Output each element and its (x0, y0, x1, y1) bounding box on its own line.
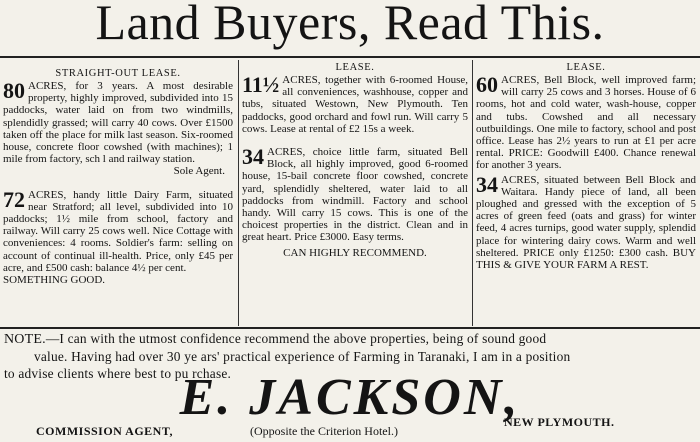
listing-text: ACRES, handy little Dairy Farm, situated near Stratford; all level, subdivided into 10 paddocks; 1½ mile from school, factory and railway. Will carry 25 cows well. Nice Cottage with conveniences: 4 rooms. Soldier's farm: selling on account of continual ill-health. Price, only £45 per acre, and £500 cash: balance 4½ per cent. (3, 188, 233, 274)
listing-number: 34 (242, 144, 264, 170)
column-heading: LEASE. (566, 62, 606, 73)
column-lease-center (242, 62, 468, 259)
listing-tagline: SOMETHING GOOD. (3, 274, 106, 287)
column-straight-out-lease (3, 68, 233, 286)
headline: Land Buyers, Read This. (95, 0, 605, 50)
listing-number: 80 (3, 78, 25, 103)
listing-text: ACRES, choice little farm, situated Bell Block, all highly improved, good 6-roomed house, 15-bail concrete floor cowshed, concrete yard, splendidly sheltered, water laid to all paddocks from windmill. Factory and school handy. Will carry 15 cows. This is one of the choicest properties in the district. Clean and in great heart. Price £3000. Easy terms. (242, 146, 468, 244)
note-rule (0, 327, 700, 329)
listing-number: 72 (3, 186, 25, 212)
note-line-3: to advise clients where best to pu rchase. (4, 366, 232, 381)
listing-72-acres (3, 186, 233, 287)
listing-80-acres (3, 80, 233, 178)
agent-address: (Opposite the Criterion Hotel.) (250, 424, 398, 438)
listing-text: ACRES, Bell Block, well improved farm; will carry 25 cows and 3 horses. House of 6 rooms, hot and cold water, wash-house, copper and tubs. Cowshed and all necessary outbuildings. One mile to factory, school and post office. Lease has 2½ years to run at £1 per acre rental. PRICE: Goodwill £400. Chance renewal for another 3 years. (476, 74, 696, 172)
column-divider-1 (238, 60, 239, 326)
listing-text: ACRES, together with 6-roomed House, all conveniences, washhouse, copper and tubs, situated Westown, New Plymouth. Ten paddocks, good orchard and fowl run. Will carry 5 cows. Lease at rental of £2 15s a week. (242, 74, 468, 135)
agent-name: E. JACKSON, (179, 369, 521, 426)
top-rule (0, 56, 700, 58)
listing-34-acres-bell-block (242, 146, 468, 244)
column-heading: STRAIGHT-OUT LEASE. (55, 68, 181, 79)
recommend-tagline: CAN HIGHLY RECOMMEND. (283, 246, 427, 259)
column-divider-2 (472, 60, 473, 326)
column-lease-right (476, 62, 696, 271)
note-lead: NOTE. (4, 332, 46, 347)
listing-34-acres-waitara (476, 171, 696, 272)
listing-text: ACRES, situated between Bell Block and Waitara. Handy piece of land, all been ploughed and gressed with the exception of 5 acres of green feed (oats and grass) for winter feed, 4 acres turnips, good water supply, splendid place for wintering dairy cows. Warm and well sheltered. PRICE only £1250: £300 cash. BUY THIS & GIVE YOUR FARM A REST. (476, 173, 696, 272)
listing-11-acres (242, 74, 468, 135)
listing-number: 60 (476, 72, 498, 97)
note-line-1: —I can with the utmost confidence recommend the above properties, being of sound good (45, 331, 547, 346)
listing-number: 34 (476, 171, 498, 197)
note-line-2: value. Having had over 30 ye ars' practical experience of Farming in Taranaki, I am in a position (34, 349, 571, 364)
listing-number: 11½ (242, 72, 280, 97)
agent-title: COMMISSION AGENT, (36, 424, 173, 438)
listing-text: ACRES, for 3 years. A most desirable property, highly improved, subdivided into 15 paddocks, water laid on from two windmills, splendidly grassed; will carry 40 cows. Over £1500 taken off the place for milk last season. Six-roomed house, concrete floor cowshed (with machines); 1 mile from factory, sch l and railway station. (3, 80, 233, 166)
agent-town: NEW PLYMOUTH. (504, 415, 615, 429)
listing-60-acres (476, 74, 696, 172)
listing-signature: Sole Agent. (173, 165, 225, 178)
column-heading: LEASE. (335, 62, 375, 73)
